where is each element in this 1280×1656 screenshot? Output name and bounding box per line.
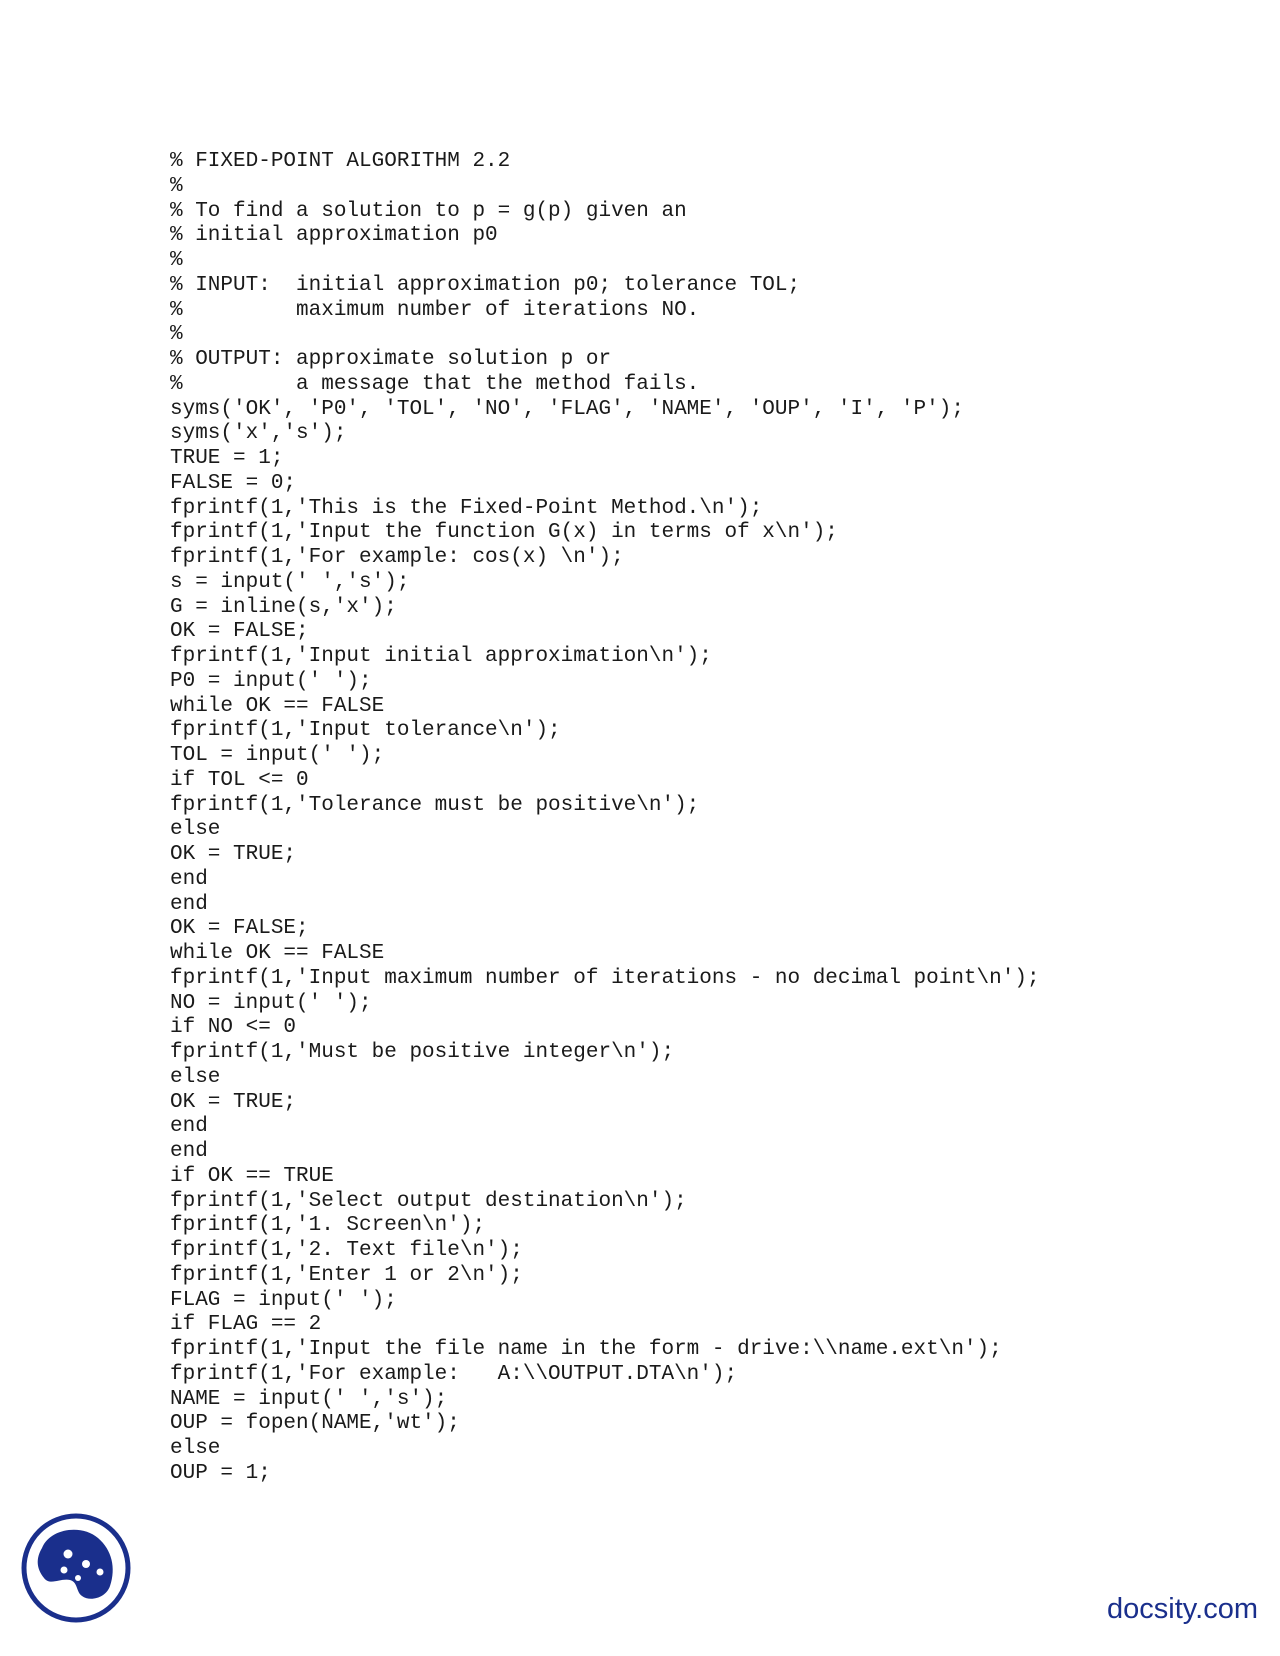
code-line: % OUTPUT: approximate solution p or [170, 348, 612, 371]
code-line: TRUE = 1; [170, 447, 284, 470]
code-line: fprintf(1,'Input the function G(x) in terms of x\n'); [170, 521, 838, 545]
code-line: else [170, 1437, 221, 1460]
code-line: if FLAG == 2 [170, 1313, 322, 1337]
code-line: % FIXED-POINT ALGORITHM 2.2 [170, 150, 511, 173]
code-line: syms('OK', 'P0', 'TOL', 'NO', 'FLAG', 'NAME', 'OUP', 'I', 'P'); [170, 397, 964, 421]
code-line: if TOL <= 0 [170, 768, 309, 792]
code-line: OK = FALSE; [170, 620, 309, 644]
code-line: OUP = 1; [170, 1461, 271, 1485]
code-line: OUP = fopen(NAME,'wt'); [170, 1412, 460, 1436]
code-line: FALSE = 0; [170, 471, 297, 495]
code-line: s = input(' ','s'); [170, 570, 410, 594]
code-line: % INPUT: initial approximation p0; tolerance TOL; [170, 273, 801, 297]
code-line: while OK == FALSE [170, 694, 385, 718]
code-line: NAME = input(' ','s'); [170, 1387, 448, 1411]
code-line: fprintf(1,'Input tolerance\n'); [170, 719, 561, 743]
code-line: % [170, 249, 183, 272]
code-line: end [170, 892, 208, 916]
code-line: fprintf(1,'For example: A:\\OUTPUT.DTA\n'); [170, 1362, 738, 1386]
code-line: % To find a solution to p = g(p) given an [170, 199, 687, 223]
code-line: % initial approximation p0 [170, 224, 498, 248]
code-line: FLAG = input(' '); [170, 1288, 397, 1312]
code-line: TOL = input(' '); [170, 744, 385, 767]
code-line: % [170, 174, 183, 198]
code-line: % maximum number of iterations NO. [170, 298, 700, 322]
code-line: if OK == TRUE [170, 1164, 334, 1188]
code-line: while OK == FALSE [170, 942, 385, 965]
code-line: OK = TRUE; [170, 843, 297, 866]
code-line: fprintf(1,'Input maximum number of iterations - no decimal point\n'); [170, 966, 1040, 990]
code-line: G = inline(s,'x'); [170, 595, 397, 619]
code-line: if NO <= 0 [170, 1016, 297, 1040]
code-line: P0 = input(' '); [170, 669, 372, 693]
docsity-logo-icon [20, 1512, 132, 1624]
code-listing [170, 150, 1040, 1487]
code-line: fprintf(1,'Select output destination\n'); [170, 1189, 687, 1213]
code-line: NO = input(' '); [170, 991, 372, 1015]
code-line: fprintf(1,'Tolerance must be positive\n'); [170, 793, 700, 817]
code-line: end [170, 867, 208, 891]
code-line: OK = TRUE; [170, 1090, 297, 1114]
code-line: else [170, 818, 221, 842]
code-line: fprintf(1,'2. Text file\n'); [170, 1239, 523, 1262]
code-line: fprintf(1,'Enter 1 or 2\n'); [170, 1263, 523, 1287]
code-line: fprintf(1,'1. Screen\n'); [170, 1214, 486, 1238]
code-line: end [170, 1115, 208, 1139]
code-line: % a message that the method fails. [170, 372, 700, 396]
code-line: fprintf(1,'Input the file name in the form - drive:\\name.ext\n'); [170, 1338, 1002, 1361]
code-line: OK = FALSE; [170, 917, 309, 941]
code-line: fprintf(1,'Input initial approximation\n'); [170, 645, 712, 668]
code-line: fprintf(1,'This is the Fixed-Point Method.\n'); [170, 496, 763, 520]
brand-link[interactable]: docsity.com [1107, 1593, 1258, 1625]
code-line: % [170, 323, 183, 347]
code-line: else [170, 1065, 221, 1089]
code-line: fprintf(1,'Must be positive integer\n'); [170, 1041, 675, 1064]
code-line: end [170, 1140, 208, 1163]
code-line: fprintf(1,'For example: cos(x) \n'); [170, 546, 624, 569]
code-line: syms('x','s'); [170, 422, 347, 446]
